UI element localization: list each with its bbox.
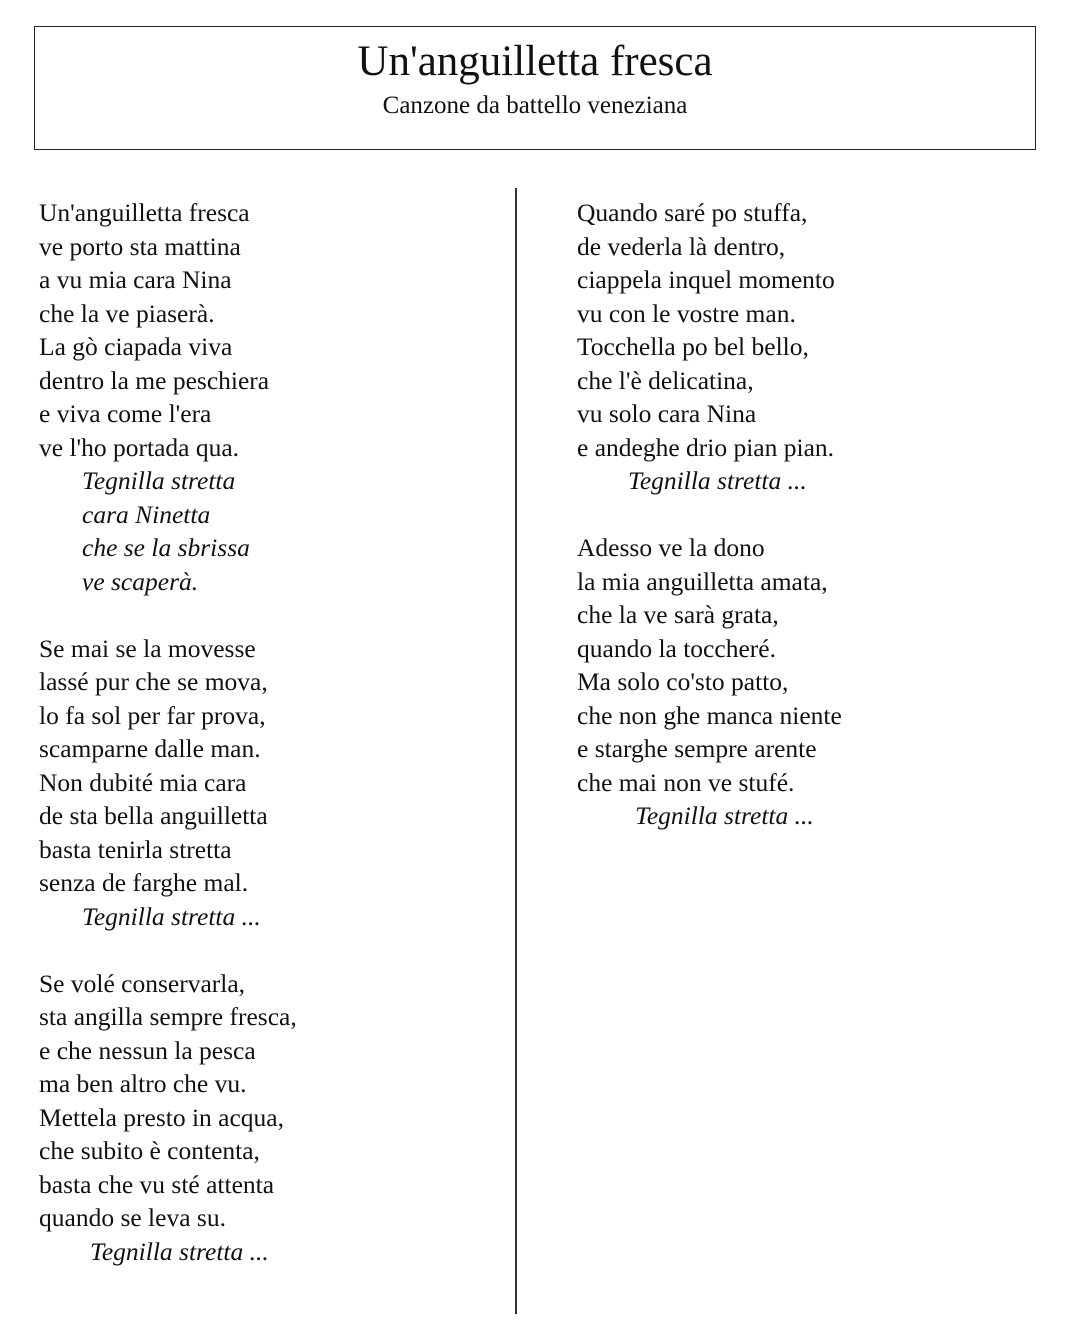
verse-line: lassé pur che se mova, bbox=[39, 667, 268, 696]
refrain-line: Tegnilla stretta ... bbox=[628, 466, 807, 495]
verse-line: Un'anguilletta fresca bbox=[39, 198, 250, 227]
verse-line: a vu mia cara Nina bbox=[39, 265, 232, 294]
verse-line: de vederla là dentro, bbox=[577, 231, 786, 261]
verse-line: e starghe sempre arente bbox=[577, 734, 817, 763]
refrain-line: Tegnilla stretta ... bbox=[82, 901, 261, 931]
verse-line: Ma solo co'sto patto, bbox=[577, 667, 789, 696]
verse-line: Se volé conservarla, bbox=[39, 968, 246, 998]
verse-line: quando la toccheré. bbox=[577, 633, 776, 663]
verse-line: sta angilla sempre fresca, bbox=[39, 1002, 297, 1031]
page-subtitle: Canzone da battello veneziana bbox=[382, 92, 688, 119]
verse-line: Tocchella po bel bello, bbox=[577, 332, 809, 361]
verse-line: La gò ciapada viva bbox=[39, 332, 233, 361]
verse-line: vu con le vostre man. bbox=[577, 298, 796, 328]
page-title: Un'anguilletta fresca bbox=[357, 38, 713, 85]
column-divider bbox=[515, 188, 517, 1314]
verse-line: basta tenirla stretta bbox=[39, 834, 232, 864]
verse-line: dentro la me peschiera bbox=[39, 365, 270, 395]
verse-line: vu solo cara Nina bbox=[577, 399, 757, 428]
refrain-line: Tegnilla stretta ... bbox=[90, 1236, 269, 1266]
stanza-4 bbox=[577, 196, 1047, 498]
verse-line: Non dubité mia cara bbox=[39, 767, 247, 797]
verse-line: che mai non ve stufé. bbox=[577, 767, 795, 797]
verse-line: che la ve sarà grata, bbox=[577, 600, 779, 629]
right-column bbox=[577, 196, 1047, 866]
verse-line: ciappela inquel momento bbox=[577, 265, 835, 294]
chorus-line: ve scaperà. bbox=[82, 566, 199, 596]
verse-line: e che nessun la pesca bbox=[39, 1035, 256, 1065]
verse-line: basta che vu sté attenta bbox=[39, 1169, 275, 1199]
verse-line: ve porto sta mattina bbox=[39, 231, 241, 261]
verse-line: ma ben altro che vu. bbox=[39, 1069, 247, 1098]
verse-line: la mia anguilletta amata, bbox=[577, 566, 828, 596]
chorus-line: Tegnilla stretta bbox=[82, 466, 236, 495]
refrain-line: Tegnilla stretta ... bbox=[635, 801, 814, 830]
verse-line: ve l'ho portada qua. bbox=[39, 432, 240, 462]
verse-line: Mettela presto in acqua, bbox=[39, 1102, 284, 1132]
verse-line: Se mai se la movesse bbox=[39, 633, 256, 663]
title-box bbox=[34, 26, 1036, 150]
verse-line: che la ve piaserà. bbox=[39, 298, 215, 328]
stanza-3 bbox=[39, 967, 499, 1269]
verse-line: che non ghe manca niente bbox=[577, 700, 842, 730]
verse-line: quando se leva su. bbox=[39, 1203, 226, 1232]
chorus-line: cara Ninetta bbox=[82, 499, 211, 529]
left-column bbox=[39, 196, 499, 1302]
verse-line: lo fa sol per far prova, bbox=[39, 700, 266, 730]
verse-line: e andeghe drio pian pian. bbox=[577, 432, 835, 462]
verse-line: Quando saré po stuffa, bbox=[577, 198, 808, 227]
verse-line: senza de farghe mal. bbox=[39, 868, 249, 897]
verse-line: de sta bella anguilletta bbox=[39, 801, 268, 830]
stanza-5 bbox=[577, 531, 1047, 833]
verse-line: Adesso ve la dono bbox=[577, 533, 765, 562]
verse-line: e viva come l'era bbox=[39, 399, 212, 428]
stanza-1 bbox=[39, 196, 499, 598]
chorus-line: che se la sbrissa bbox=[82, 533, 250, 562]
stanza-2 bbox=[39, 632, 499, 934]
verse-line: che l'è delicatina, bbox=[577, 365, 754, 395]
verse-line: scamparne dalle man. bbox=[39, 734, 261, 763]
verse-line: che subito è contenta, bbox=[39, 1136, 260, 1165]
